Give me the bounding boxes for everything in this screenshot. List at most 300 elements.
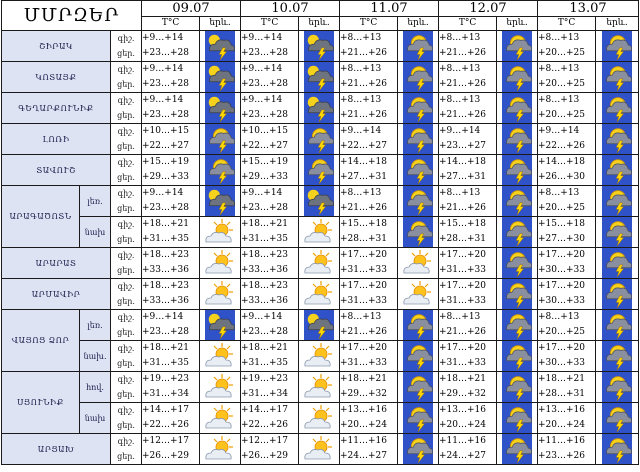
day-temperature: +27…+31	[340, 172, 388, 182]
night-label: գիշ.	[117, 158, 135, 167]
night-temperature: +14…+18	[340, 157, 388, 167]
temperature-cell	[340, 403, 398, 434]
icon-col-header: երև.	[398, 17, 439, 31]
night-temperature: +18…+23	[241, 250, 289, 260]
day-temperature: +22…+26	[241, 420, 289, 430]
night-temperature: +8…+13	[538, 95, 580, 105]
table-row	[2, 403, 639, 434]
sun-storm-icon	[398, 403, 439, 434]
sun-cloud-icon	[200, 403, 241, 434]
sun-storm-icon	[398, 124, 439, 155]
day-temperature: +33…+36	[142, 265, 190, 275]
night-label: գիշ.	[117, 437, 135, 446]
table-row	[2, 279, 639, 310]
day-temperature: +33…+36	[241, 265, 289, 275]
night-temperature: +19…+23	[241, 374, 289, 384]
day-label: ցեր.	[117, 421, 135, 430]
day-temperature: +20…+25	[538, 203, 586, 213]
night-temperature: +9…+14	[241, 312, 283, 322]
temperature-cell	[142, 62, 200, 93]
sun-storm-icon	[497, 217, 538, 248]
period-labels	[111, 434, 142, 465]
day-temperature: +23…+28	[241, 110, 289, 120]
sun-cloud-icon	[200, 372, 241, 403]
region-label: ՍՅՈՒՆԻՔ	[2, 372, 80, 434]
sun-cloud-icon	[200, 279, 241, 310]
night-temperature: +18…+23	[142, 250, 190, 260]
cloud-storm-icon	[200, 93, 241, 124]
temperature-cell	[439, 248, 497, 279]
sun-storm-icon	[497, 310, 538, 341]
table-row	[2, 93, 639, 124]
temperature-cell	[142, 155, 200, 186]
sun-storm-icon	[596, 217, 639, 248]
day-temperature: +21…+26	[439, 48, 487, 58]
temperature-cell	[340, 31, 398, 62]
day-temperature: +23…+28	[142, 110, 190, 120]
temperature-cell	[439, 341, 497, 372]
sun-cloud-icon	[299, 248, 340, 279]
temperature-cell	[538, 155, 596, 186]
day-temperature: +20…+25	[538, 110, 586, 120]
day-temperature: +21…+26	[439, 203, 487, 213]
sun-cloud-icon	[200, 217, 241, 248]
night-temperature: +17…+20	[340, 343, 388, 353]
period-labels	[111, 31, 142, 62]
region-label: ՎԱՅՈՑ ՁՈՐ	[2, 310, 80, 372]
region-label: ԱՐՄԱՎԻՐ	[2, 279, 111, 310]
temperature-cell	[439, 372, 497, 403]
day-temperature: +31…+33	[439, 296, 487, 306]
table-row	[2, 155, 639, 186]
sun-cloud-icon	[398, 248, 439, 279]
day-temperature: +31…+33	[439, 265, 487, 275]
temperature-cell	[439, 217, 497, 248]
temperature-cell	[538, 434, 596, 465]
table-row	[2, 186, 639, 217]
day-temperature: +29…+33	[241, 172, 289, 182]
temperature-cell	[439, 434, 497, 465]
sun-storm-icon	[497, 62, 538, 93]
subregion-label: նախ.	[80, 341, 111, 372]
day-temperature: +31…+33	[340, 296, 388, 306]
table-row	[2, 372, 639, 403]
temperature-cell	[142, 310, 200, 341]
sun-cloud-icon	[299, 403, 340, 434]
day-temperature: +20…+24	[538, 420, 586, 430]
night-temperature: +14…+17	[142, 405, 190, 415]
day-temperature: +20…+24	[340, 420, 388, 430]
night-temperature: +9…+14	[538, 126, 580, 136]
night-label: գիշ.	[117, 34, 135, 43]
sun-cloud-icon	[299, 341, 340, 372]
forecast-body	[2, 31, 639, 465]
night-temperature: +9…+14	[241, 95, 283, 105]
temperature-cell	[340, 279, 398, 310]
sun-storm-icon	[596, 93, 639, 124]
day-temperature: +23…+28	[142, 327, 190, 337]
sun-storm-icon	[596, 372, 639, 403]
night-temperature: +13…+16	[439, 405, 487, 415]
night-temperature: +9…+14	[340, 126, 382, 136]
temperature-cell	[538, 93, 596, 124]
night-temperature: +17…+20	[538, 250, 586, 260]
temperature-cell	[340, 124, 398, 155]
temperature-cell	[241, 310, 299, 341]
night-temperature: +9…+14	[142, 33, 184, 43]
night-temperature: +18…+23	[142, 281, 190, 291]
temperature-cell	[241, 434, 299, 465]
temperature-cell	[241, 31, 299, 62]
sun-storm-icon	[398, 93, 439, 124]
sun-storm-icon	[497, 403, 538, 434]
day-temperature: +31…+35	[142, 234, 190, 244]
cloud-storm-icon	[200, 62, 241, 93]
sun-storm-icon	[596, 31, 639, 62]
day-temperature: +23…+28	[241, 203, 289, 213]
temperature-cell	[241, 279, 299, 310]
sun-storm-icon	[398, 434, 439, 465]
temperature-cell	[538, 186, 596, 217]
day-temperature: +27…+30	[538, 234, 586, 244]
subregion-label: հով.	[80, 372, 111, 403]
temp-col-header: T°C	[439, 17, 497, 31]
night-temperature: +13…+16	[340, 405, 388, 415]
day-temperature: +21…+26	[439, 79, 487, 89]
day-temperature: +22…+26	[538, 141, 586, 151]
temperature-cell	[538, 372, 596, 403]
night-label: գիշ.	[117, 313, 135, 322]
night-label: գիշ.	[117, 189, 135, 198]
temperature-cell	[538, 62, 596, 93]
temperature-cell	[439, 62, 497, 93]
day-temperature: +23…+28	[241, 79, 289, 89]
night-label: գիշ.	[117, 344, 135, 353]
sun-storm-icon	[497, 248, 538, 279]
temperature-cell	[241, 217, 299, 248]
sun-storm-icon	[596, 310, 639, 341]
night-temperature: +8…+13	[538, 33, 580, 43]
day-temperature: +21…+26	[340, 110, 388, 120]
period-labels	[111, 186, 142, 217]
temperature-cell	[439, 186, 497, 217]
day-label: ցեր.	[117, 452, 135, 461]
temperature-cell	[538, 341, 596, 372]
day-temperature: +28…+31	[439, 234, 487, 244]
cloud-storm-icon	[200, 31, 241, 62]
table-title: ՄՄՐԶԵՐ	[2, 1, 142, 31]
table-row	[2, 434, 639, 465]
night-temperature: +8…+13	[340, 312, 382, 322]
temp-col-header: T°C	[241, 17, 299, 31]
header-row	[2, 1, 639, 17]
night-temperature: +8…+13	[340, 64, 382, 74]
temperature-cell	[439, 279, 497, 310]
night-temperature: +13…+16	[538, 405, 586, 415]
subregion-label: լեռ.	[80, 310, 111, 341]
sun-storm-icon	[497, 31, 538, 62]
day-temperature: +28…+31	[340, 234, 388, 244]
sun-storm-icon	[200, 155, 241, 186]
temperature-cell	[241, 341, 299, 372]
night-temperature: +8…+13	[340, 188, 382, 198]
sun-storm-icon	[596, 124, 639, 155]
night-temperature: +18…+21	[538, 374, 586, 384]
day-temperature: +20…+25	[538, 327, 586, 337]
night-temperature: +18…+21	[142, 343, 190, 353]
day-temperature: +26…+29	[241, 451, 289, 461]
day-temperature: +30…+33	[538, 296, 586, 306]
day-temperature: +21…+26	[340, 79, 388, 89]
temperature-cell	[241, 155, 299, 186]
sun-storm-icon	[299, 124, 340, 155]
day-temperature: +20…+24	[439, 420, 487, 430]
day-temperature: +23…+28	[241, 327, 289, 337]
night-temperature: +19…+23	[142, 374, 190, 384]
night-temperature: +8…+13	[439, 312, 481, 322]
temperature-cell	[538, 248, 596, 279]
night-temperature: +18…+21	[340, 374, 388, 384]
sun-storm-icon	[596, 155, 639, 186]
period-labels	[111, 248, 142, 279]
icon-col-header: երև.	[596, 17, 639, 31]
night-temperature: +8…+13	[538, 188, 580, 198]
night-label: գիշ.	[117, 406, 135, 415]
day-temperature: +22…+27	[340, 141, 388, 151]
table-row	[2, 310, 639, 341]
region-label: ԼՈՌԻ	[2, 124, 111, 155]
icon-col-header: երև.	[299, 17, 340, 31]
sun-cloud-icon	[299, 434, 340, 465]
sun-cloud-icon	[200, 341, 241, 372]
night-temperature: +8…+13	[439, 95, 481, 105]
day-temperature: +31…+35	[241, 358, 289, 368]
night-temperature: +17…+20	[538, 343, 586, 353]
cloud-storm-icon	[200, 186, 241, 217]
day-temperature: +21…+26	[340, 48, 388, 58]
sun-storm-icon	[596, 62, 639, 93]
sun-storm-icon	[596, 341, 639, 372]
temperature-cell	[439, 310, 497, 341]
temperature-cell	[241, 372, 299, 403]
date-header: 11.07	[340, 1, 439, 17]
night-temperature: +18…+21	[142, 219, 190, 229]
sun-storm-icon	[596, 186, 639, 217]
day-label: ցեր.	[117, 204, 135, 213]
temperature-cell	[241, 186, 299, 217]
temperature-cell	[142, 217, 200, 248]
sun-storm-icon	[497, 186, 538, 217]
temperature-cell	[142, 372, 200, 403]
night-temperature: +15…+19	[241, 157, 289, 167]
period-labels	[111, 279, 142, 310]
sun-storm-icon	[596, 434, 639, 465]
cloud-storm-icon	[299, 31, 340, 62]
table-row	[2, 341, 639, 372]
day-temperature: +31…+35	[142, 358, 190, 368]
temperature-cell	[241, 403, 299, 434]
sun-storm-icon	[398, 62, 439, 93]
night-temperature: +9…+14	[142, 64, 184, 74]
period-labels	[111, 217, 142, 248]
night-temperature: +17…+20	[538, 281, 586, 291]
night-temperature: +8…+13	[439, 33, 481, 43]
table-row	[2, 248, 639, 279]
sun-storm-icon	[398, 186, 439, 217]
night-temperature: +8…+13	[538, 64, 580, 74]
night-temperature: +14…+18	[439, 157, 487, 167]
temperature-cell	[340, 341, 398, 372]
icon-col-header: երև.	[200, 17, 241, 31]
night-temperature: +15…+19	[142, 157, 190, 167]
night-temperature: +18…+23	[241, 281, 289, 291]
night-label: գիշ.	[117, 220, 135, 229]
temp-col-header: T°C	[340, 17, 398, 31]
period-labels	[111, 93, 142, 124]
temp-col-header: T°C	[538, 17, 596, 31]
day-temperature: +31…+34	[142, 389, 190, 399]
day-temperature: +30…+33	[538, 358, 586, 368]
region-label: ԱՐԱԳԱԾՈՏՆ	[2, 186, 80, 248]
table-row	[2, 62, 639, 93]
temperature-cell	[340, 248, 398, 279]
region-label: ԱՐՑԱԽ	[2, 434, 111, 465]
day-temperature: +31…+35	[241, 234, 289, 244]
date-header: 10.07	[241, 1, 340, 17]
region-label: ԳԵՂԱՐՔՈՒՆԻՔ	[2, 93, 111, 124]
subregion-label: նախ	[80, 403, 111, 434]
day-temperature: +21…+26	[439, 110, 487, 120]
temperature-cell	[439, 31, 497, 62]
sun-cloud-icon	[299, 279, 340, 310]
day-temperature: +22…+26	[142, 420, 190, 430]
sun-cloud-icon	[398, 279, 439, 310]
sun-cloud-icon	[299, 372, 340, 403]
day-label: ցեր.	[117, 49, 135, 58]
sun-storm-icon	[497, 93, 538, 124]
day-temperature: +31…+33	[340, 265, 388, 275]
region-label: ՇԻՐԱԿ	[2, 31, 111, 62]
sun-storm-icon	[497, 341, 538, 372]
temperature-cell	[538, 279, 596, 310]
night-label: գիշ.	[117, 375, 135, 384]
temperature-cell	[340, 310, 398, 341]
temperature-cell	[142, 403, 200, 434]
temperature-cell	[142, 248, 200, 279]
sun-storm-icon	[596, 279, 639, 310]
night-temperature: +18…+21	[241, 343, 289, 353]
night-temperature: +12…+17	[241, 436, 289, 446]
day-temperature: +21…+26	[439, 327, 487, 337]
day-temperature: +33…+36	[142, 296, 190, 306]
night-temperature: +8…+13	[538, 312, 580, 322]
night-temperature: +9…+14	[241, 188, 283, 198]
cloud-storm-icon	[200, 310, 241, 341]
night-label: գիշ.	[117, 127, 135, 136]
temperature-cell	[142, 93, 200, 124]
day-temperature: +23…+28	[241, 48, 289, 58]
night-temperature: +9…+14	[439, 126, 481, 136]
day-temperature: +31…+33	[439, 358, 487, 368]
temperature-cell	[340, 434, 398, 465]
subregion-label: նախ	[80, 217, 111, 248]
temperature-cell	[142, 279, 200, 310]
sun-storm-icon	[497, 434, 538, 465]
temperature-cell	[439, 403, 497, 434]
day-temperature: +23…+27	[439, 141, 487, 151]
day-temperature: +22…+27	[142, 141, 190, 151]
icon-col-header: երև.	[497, 17, 538, 31]
day-temperature: +28…+31	[538, 389, 586, 399]
night-temperature: +10…+15	[142, 126, 190, 136]
sun-storm-icon	[497, 372, 538, 403]
temperature-cell	[340, 372, 398, 403]
temperature-cell	[439, 93, 497, 124]
night-temperature: +14…+17	[241, 405, 289, 415]
sun-cloud-icon	[200, 248, 241, 279]
night-temperature: +9…+14	[142, 188, 184, 198]
day-temperature: +23…+26	[538, 451, 586, 461]
day-label: ցեր.	[117, 80, 135, 89]
temperature-cell	[241, 62, 299, 93]
temp-col-header: T°C	[142, 17, 200, 31]
day-temperature: +24…+27	[340, 451, 388, 461]
night-temperature: +18…+21	[439, 374, 487, 384]
temperature-cell	[538, 31, 596, 62]
period-labels	[111, 403, 142, 434]
date-header: 09.07	[142, 1, 241, 17]
sun-storm-icon	[398, 217, 439, 248]
day-temperature: +22…+27	[241, 141, 289, 151]
day-label: ցեր.	[117, 297, 135, 306]
night-temperature: +9…+14	[241, 64, 283, 74]
temperature-cell	[538, 217, 596, 248]
night-temperature: +8…+13	[439, 64, 481, 74]
night-temperature: +17…+20	[340, 250, 388, 260]
day-temperature: +23…+28	[142, 79, 190, 89]
day-temperature: +21…+26	[340, 203, 388, 213]
night-temperature: +9…+14	[142, 95, 184, 105]
date-header: 13.07	[538, 1, 639, 17]
table-row	[2, 124, 639, 155]
night-label: գիշ.	[117, 96, 135, 105]
sun-storm-icon	[497, 155, 538, 186]
night-temperature: +11…+16	[439, 436, 487, 446]
sun-storm-icon	[497, 124, 538, 155]
night-temperature: +11…+16	[340, 436, 388, 446]
period-labels	[111, 124, 142, 155]
day-temperature: +20…+25	[538, 48, 586, 58]
day-temperature: +27…+31	[439, 172, 487, 182]
day-label: ցեր.	[117, 359, 135, 368]
day-temperature: +29…+32	[340, 389, 388, 399]
temperature-cell	[439, 155, 497, 186]
temperature-cell	[340, 93, 398, 124]
day-label: ցեր.	[117, 111, 135, 120]
day-temperature: +20…+25	[538, 79, 586, 89]
night-temperature: +8…+13	[340, 33, 382, 43]
night-label: գիշ.	[117, 65, 135, 74]
temperature-cell	[340, 155, 398, 186]
day-temperature: +23…+28	[142, 48, 190, 58]
temperature-cell	[340, 62, 398, 93]
day-label: ցեր.	[117, 142, 135, 151]
period-labels	[111, 372, 142, 403]
temperature-cell	[142, 31, 200, 62]
day-label: ցեր.	[117, 173, 135, 182]
day-label: ցեր.	[117, 235, 135, 244]
day-temperature: +31…+34	[241, 389, 289, 399]
